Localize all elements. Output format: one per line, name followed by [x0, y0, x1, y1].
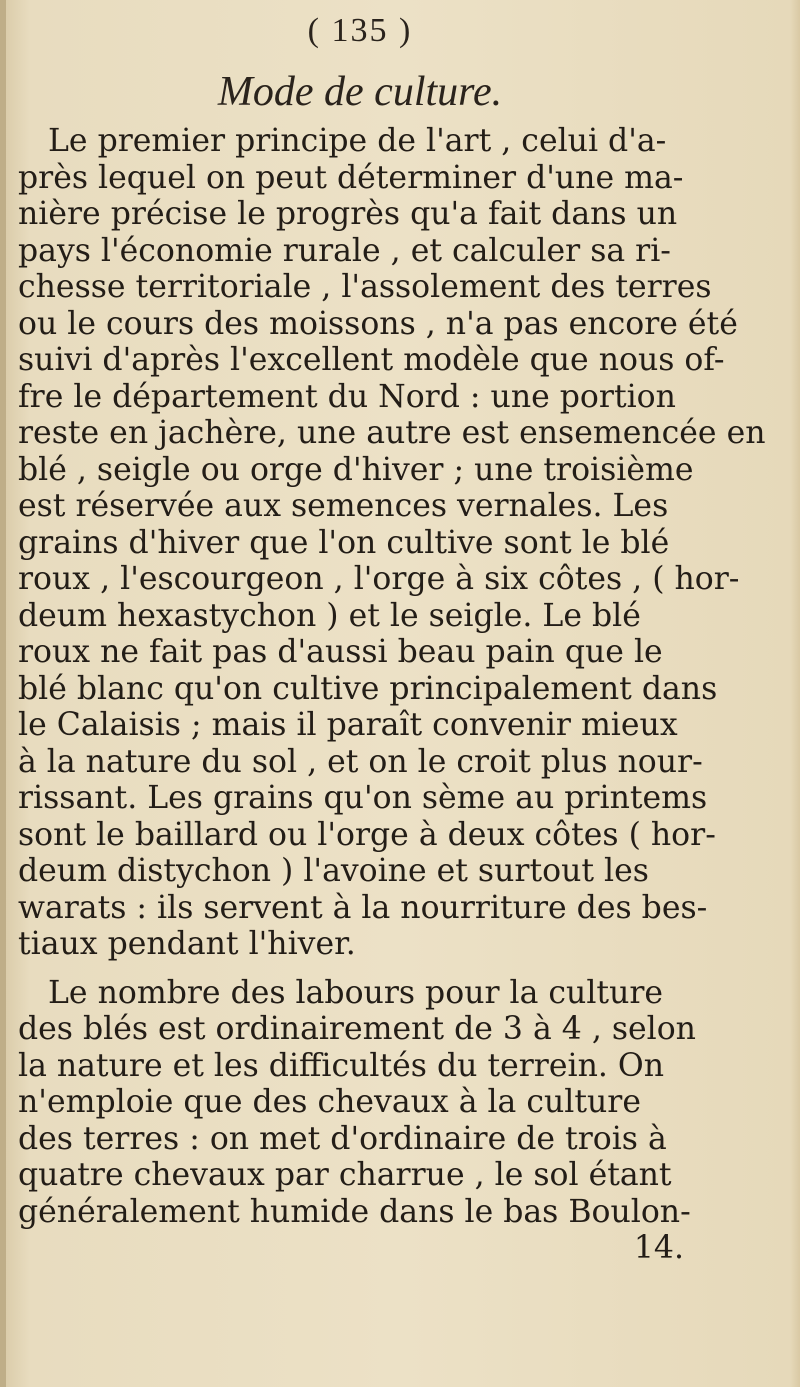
text-line: ou le cours des moissons , n'a pas encore été [18, 305, 738, 342]
section-title: Mode de culture. [217, 69, 503, 115]
text-line: blé blanc qu'on cultive principalement dans [18, 670, 718, 707]
text-line: Le nombre des labours pour la culture [48, 974, 664, 1011]
page-edge [0, 0, 6, 1387]
text-line: tiaux pendant l'hiver. [18, 926, 356, 962]
text-line: grains d'hiver que l'on cultive sont le blé [18, 524, 670, 561]
text-line: roux , l'escourgeon , l'orge à six côtes , ( hor- [18, 561, 740, 597]
text-line: deum distychon ) l'avoine et surtout les [18, 853, 649, 889]
text-line: warats : ils servent à la nourriture des bes- [18, 889, 708, 926]
text-line: à la nature du sol , et on le croit plus nour- [18, 743, 703, 780]
body-text [18, 123, 784, 1267]
text-line: la nature et les difficultés du terrein. On [18, 1047, 664, 1084]
text-line: fre le département du Nord : une portion [18, 378, 676, 415]
text-line: pays l'économie rurale , et calculer sa ri- [18, 232, 671, 269]
text-line: généralement humide dans le bas Boulon- [18, 1193, 691, 1230]
text-line: des terres : on met d'ordinaire de trois à [18, 1120, 667, 1157]
text-line: près lequel on peut déterminer d'une ma- [18, 159, 684, 196]
text-line: roux ne fait pas d'aussi beau pain que le [18, 634, 663, 670]
text-line: rissant. Les grains qu'on sème au printems [18, 780, 708, 816]
text-line: reste en jachère, une autre est ensemencée en [18, 415, 766, 451]
text-line: blé , seigle ou orge d'hiver ; une troisième [18, 451, 694, 488]
text-line: suivi d'après l'excellent modèle que nous of- [18, 342, 725, 378]
paragraph [18, 123, 784, 963]
text-line: Le premier principe de l'art , celui d'a- [48, 123, 667, 159]
paragraph [18, 975, 784, 1231]
text-line: deum hexastychon ) et le seigle. Le blé [18, 597, 641, 634]
text-line: quatre chevaux par charrue , le sol étant [18, 1157, 672, 1193]
page-number: ( 135 ) [307, 12, 413, 49]
text-line: le Calaisis ; mais il paraît convenir mieux [18, 707, 678, 743]
text-line: est réservée aux semences vernales. Les [18, 488, 669, 524]
signature-mark: 14. [633, 1230, 684, 1266]
text-line: n'emploie que des chevaux à la culture [18, 1084, 642, 1120]
text-line: des blés est ordinairement de 3 à 4 , selon [18, 1011, 696, 1047]
text-line: chesse territoriale , l'assolement des terres [18, 269, 712, 305]
text-line: sont le baillard ou l'orge à deux côtes ( hor- [18, 816, 716, 853]
text-line: nière précise le progrès qu'a fait dans un [18, 196, 678, 232]
